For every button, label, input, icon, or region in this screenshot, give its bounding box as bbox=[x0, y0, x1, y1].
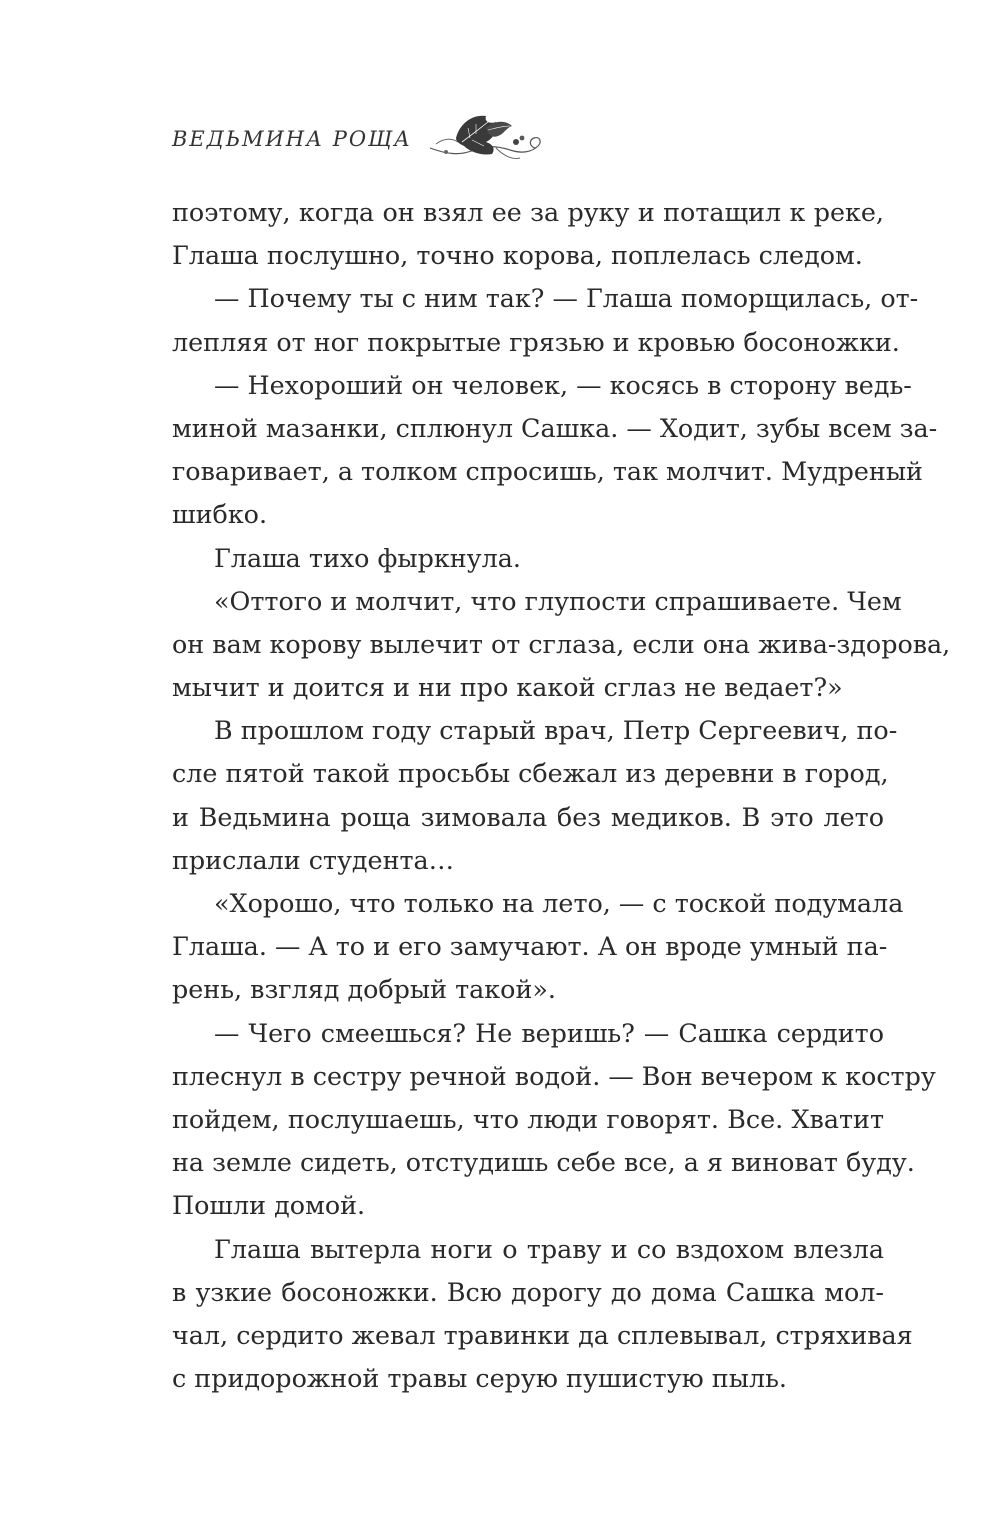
text-line: лепляя от ног покрытые грязью и кровью босоножки. bbox=[172, 326, 900, 357]
text-line: миной мазанки, сплюнул Сашка. — Ходит, зубы всем за- bbox=[172, 412, 938, 443]
text-line: говаривает, а толком спросишь, так молчит. Мудреный bbox=[172, 456, 923, 487]
text-line: — Почему ты с ним так? — Глаша поморщилась, от- bbox=[214, 283, 919, 314]
text-line: на земле сидеть, отстудишь себе все, а я виноват буду. bbox=[172, 1147, 915, 1178]
text-line: шибко. bbox=[172, 499, 268, 530]
text-line: и Ведьмина роща зимовала без медиков. В это лето bbox=[172, 801, 884, 832]
running-head bbox=[172, 108, 544, 170]
text-line: — Чего смеешься? Не веришь? — Сашка сердито bbox=[214, 1017, 884, 1048]
text-line: Глаша послушно, точно корова, поплелась следом. bbox=[172, 240, 863, 271]
text-line: «Оттого и молчит, что глупости спрашиваете. Чем bbox=[214, 585, 902, 616]
text-line: он вам корову вылечит от сглаза, если она жива-здорова, bbox=[172, 628, 951, 659]
text-line: В прошлом году старый врач, Петр Сергеевич, по- bbox=[214, 715, 898, 746]
text-line: прислали студента… bbox=[172, 844, 455, 875]
text-line: рень, взгляд добрый такой». bbox=[172, 974, 556, 1005]
text-line: — Нехороший он человек, — косясь в сторону ведь- bbox=[214, 369, 912, 400]
text-line: чал, сердито жевал травинки да сплевывал, стряхивая bbox=[172, 1319, 913, 1350]
text-line: Глаша. — А то и его замучают. А он вроде умный па- bbox=[172, 931, 888, 962]
text-line: мычит и доится и ни про какой сглаз не ведает?» bbox=[172, 672, 843, 703]
text-line: Глаша вытерла ноги о траву и со вздохом влезла bbox=[214, 1233, 884, 1264]
text-line: в узкие босоножки. Всю дорогу до дома Сашка мол- bbox=[172, 1276, 884, 1307]
body-text bbox=[172, 191, 951, 1400]
text-line: с придорожной травы серую пушистую пыль. bbox=[172, 1363, 787, 1394]
text-line: Пошли домой. bbox=[172, 1190, 366, 1221]
text-line: плеснул в сестру речной водой. — Вон вечером к костру bbox=[172, 1060, 936, 1091]
text-line: поэтому, когда он взял ее за руку и потащил к реке, bbox=[172, 197, 884, 227]
running-title: ВЕДЬМИНА РОЩА bbox=[172, 127, 412, 151]
text-line: Глаша тихо фыркнула. bbox=[214, 542, 521, 573]
text-line: пойдем, послушаешь, что люди говорят. Все. Хватит bbox=[172, 1103, 884, 1134]
text-line: «Хорошо, что только на лето, — с тоской подумала bbox=[214, 888, 904, 918]
text-line: сле пятой такой просьбы сбежал из деревни в город, bbox=[172, 758, 889, 789]
leaf-ornament-icon bbox=[426, 108, 544, 170]
